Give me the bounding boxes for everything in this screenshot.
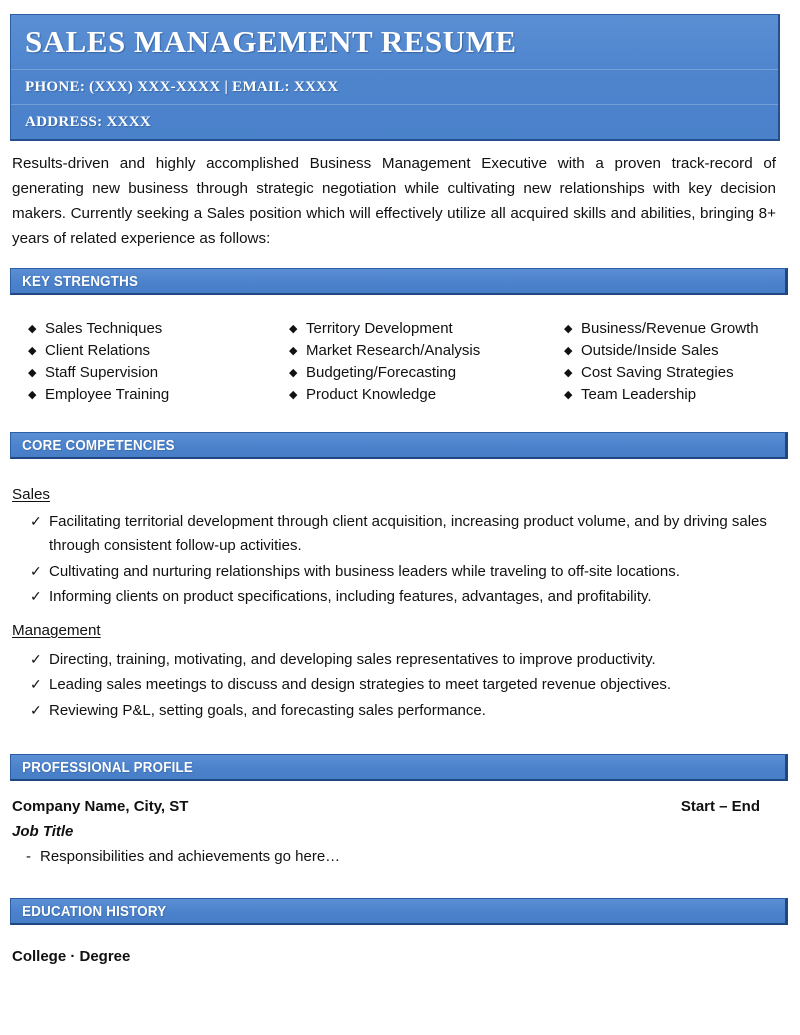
list-item-label: Facilitating territorial development through client acquisition, increasing product volume, and by driving sales through consistent follow-up activities. (49, 513, 767, 555)
check-bullet-icon: ✓ (30, 587, 42, 604)
list-item (28, 340, 169, 362)
key-strengths-column-1 (28, 318, 169, 406)
list-item-label: Leading sales meetings to discuss and design strategies to meet targeted revenue objectives. (49, 676, 672, 694)
competency-subheading-management: Management (12, 622, 101, 639)
list-item (564, 318, 759, 340)
diamond-bullet-icon: ◆ (289, 345, 298, 357)
list-item (28, 362, 169, 384)
diamond-bullet-icon: ◆ (289, 323, 298, 335)
key-strengths-column-2 (289, 318, 480, 406)
dash-bullet-icon: - (26, 848, 31, 865)
diamond-bullet-icon: ◆ (564, 367, 573, 379)
section-header-core-competencies (10, 432, 788, 459)
list-item-label: Team Leadership (581, 386, 697, 403)
list-item (289, 384, 480, 406)
check-bullet-icon: ✓ (30, 651, 42, 667)
list-item (30, 673, 770, 697)
section-title-core-competencies: CORE COMPETENCIES (22, 438, 175, 454)
contact-phone-email: PHONE: (XXX) XXX-XXXX | EMAIL: XXXX (11, 70, 778, 105)
list-item-label: Budgeting/Forecasting (306, 364, 457, 381)
section-title-professional-profile: PROFESSIONAL PROFILE (22, 760, 193, 776)
list-item (289, 340, 480, 362)
section-title-education-history: EDUCATION HISTORY (22, 904, 167, 920)
list-item (564, 384, 759, 406)
list-item-label: Employee Training (45, 386, 170, 403)
competency-list-sales (30, 510, 770, 610)
diamond-bullet-icon: ◆ (28, 367, 37, 379)
list-item-label: Market Research/Analysis (306, 342, 481, 359)
contact-address: ADDRESS: XXXX (25, 113, 151, 130)
list-item-label: Cost Saving Strategies (581, 364, 734, 381)
diamond-bullet-icon: ◆ (28, 323, 37, 335)
list-item (289, 362, 480, 384)
list-item (28, 384, 169, 406)
diamond-bullet-icon: ◆ (289, 389, 298, 401)
list-item-label: Outside/Inside Sales (581, 342, 719, 359)
diamond-bullet-icon: ◆ (564, 345, 573, 357)
list-item-label: Staff Supervision (45, 364, 159, 381)
key-strengths-column-3 (564, 318, 759, 406)
section-header-key-strengths (10, 268, 788, 295)
company-name: Company Name, City, ST (12, 798, 189, 815)
diamond-bullet-icon: ◆ (289, 367, 298, 379)
list-item-label: Cultivating and nurturing relationships with business leaders while traveling to off-site locations. (49, 562, 680, 580)
list-item-label: Reviewing P&L, setting goals, and forecasting sales performance. (49, 701, 486, 719)
section-header-education-history (10, 898, 788, 925)
list-item (30, 510, 770, 559)
professional-summary: Results-driven and highly accomplished Business Management Executive with a proven track-record of generating new business through strategic negotiation while cultivating new relationships with key decision makers. Currently seeking a Sales position which will effectively utilize all acquired skills and abilities, bringing 8+ years of related experience as follows: (12, 155, 776, 247)
responsibility-label: Responsibilities and achievements go here… (40, 848, 341, 865)
education-entry: College · Degree (12, 948, 131, 965)
list-item (30, 648, 770, 672)
check-bullet-icon: ✓ (30, 513, 42, 529)
list-item (28, 318, 169, 340)
competency-list-management (30, 648, 770, 724)
list-item-label: Informing clients on product specifications, including features, advantages, and profitability. (49, 587, 652, 605)
competency-subheading-sales: Sales (12, 486, 50, 503)
check-bullet-icon: ✓ (30, 701, 42, 718)
diamond-bullet-icon: ◆ (28, 389, 37, 401)
experience-entry-header (12, 798, 760, 815)
list-item-label: Product Knowledge (306, 386, 437, 403)
check-bullet-icon: ✓ (30, 676, 42, 693)
list-item (30, 699, 770, 723)
resume-masthead (10, 14, 780, 141)
diamond-bullet-icon: ◆ (28, 345, 37, 357)
list-item (30, 585, 770, 609)
employment-dates: Start – End (680, 798, 760, 815)
diamond-bullet-icon: ◆ (564, 323, 573, 335)
list-item-label: Territory Development (306, 320, 453, 337)
candidate-name: SALES MANAGEMENT RESUME (11, 15, 778, 70)
job-title: Job Title (12, 823, 74, 840)
check-bullet-icon: ✓ (30, 562, 42, 579)
section-title-key-strengths: KEY STRENGTHS (22, 274, 139, 290)
list-item-label: Client Relations (45, 342, 151, 359)
list-item (564, 362, 759, 384)
responsibility-item (26, 848, 340, 865)
diamond-bullet-icon: ◆ (564, 389, 573, 401)
list-item (289, 318, 480, 340)
list-item (564, 340, 759, 362)
list-item-label: Sales Techniques (45, 320, 163, 337)
section-header-professional-profile (10, 754, 788, 781)
list-item-label: Directing, training, motivating, and developing sales representatives to improve productivity. (49, 651, 656, 668)
list-item-label: Business/Revenue Growth (581, 320, 759, 337)
list-item (30, 560, 770, 584)
